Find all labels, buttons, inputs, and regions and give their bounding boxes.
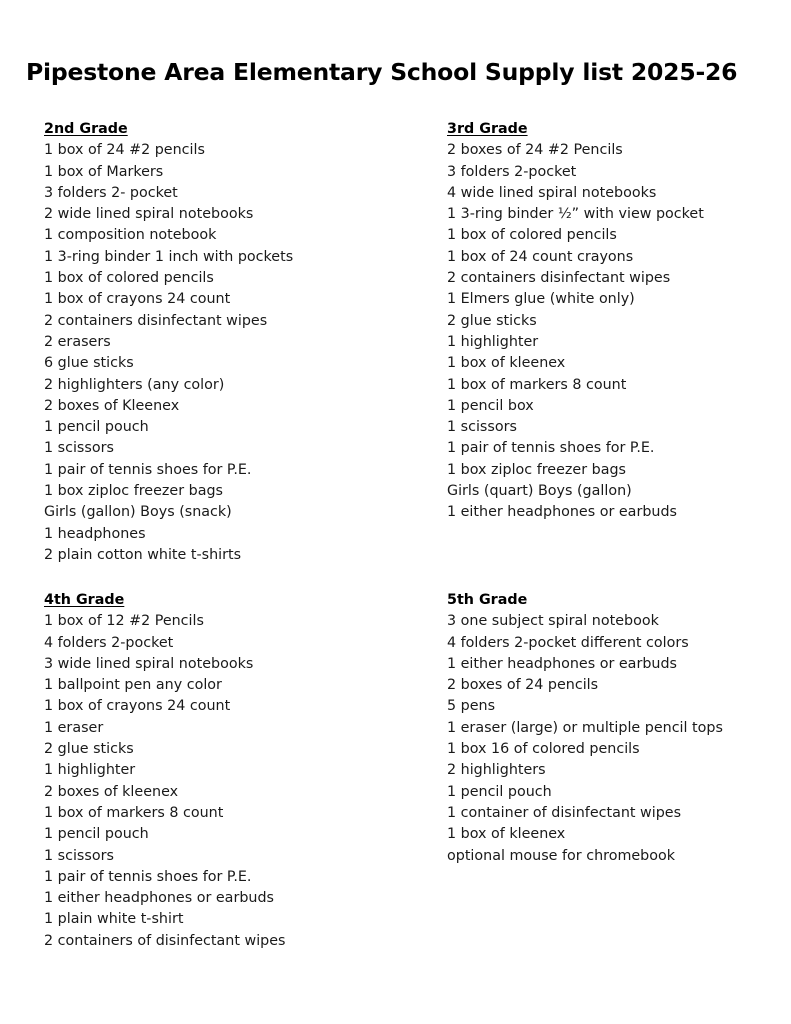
list-item: 1 box of crayons 24 count	[44, 291, 231, 308]
list-item: 2 glue sticks	[447, 312, 537, 329]
list-item: 1 scissors	[44, 440, 114, 457]
list-item: 1 pair of tennis shoes for P.E.	[44, 461, 252, 478]
list-item: 1 box of 12 #2 Pencils	[44, 613, 204, 630]
list-item: Girls (gallon) Boys (snack)	[44, 504, 232, 521]
list-item: 1 pencil pouch	[44, 826, 149, 843]
list-item: 1 box of kleenex	[447, 826, 566, 843]
list-item: 1 pencil pouch	[447, 783, 552, 800]
list-item: 2 containers of disinfectant wipes	[44, 932, 286, 949]
list-item: 1 highlighter	[44, 762, 136, 779]
list-item: 4 folders 2-pocket	[44, 634, 174, 651]
list-item: 1 pencil box	[447, 397, 534, 414]
list-item: 2 plain cotton white t-shirts	[44, 546, 242, 563]
list-item: 1 box of 24 #2 pencils	[44, 142, 205, 159]
supply-list	[44, 611, 404, 952]
list-item: 1 eraser	[44, 719, 104, 736]
list-item: 2 boxes of Kleenex	[44, 397, 180, 414]
list-item: 1 scissors	[447, 419, 517, 436]
list-item: optional mouse for chromebook	[447, 847, 676, 864]
list-item: 1 eraser (large) or multiple pencil tops	[447, 719, 723, 736]
list-item: 2 containers disinfectant wipes	[44, 312, 268, 329]
list-item: 1 highlighter	[447, 333, 539, 350]
list-item: 3 folders 2-pocket	[447, 163, 577, 180]
section-heading: 3rd Grade	[447, 121, 528, 137]
section-heading: 5th Grade	[447, 592, 528, 608]
supply-list	[44, 140, 404, 566]
list-item: 4 wide lined spiral notebooks	[447, 184, 657, 201]
list-item: 1 composition notebook	[44, 227, 217, 244]
list-item: 1 box of colored pencils	[447, 227, 617, 244]
page-title: Pipestone Area Elementary School Supply list 2025-26	[26, 58, 738, 86]
list-item: 3 wide lined spiral notebooks	[44, 655, 254, 672]
list-item: 2 wide lined spiral notebooks	[44, 206, 254, 223]
list-item: 1 box of markers 8 count	[447, 376, 627, 393]
list-item: 3 folders 2- pocket	[44, 184, 178, 201]
list-item: 1 box of colored pencils	[44, 270, 214, 287]
list-item: 2 highlighters	[447, 762, 546, 779]
list-item: 1 box ziploc freezer bags	[44, 483, 223, 500]
list-item: 1 box ziploc freezer bags	[447, 461, 626, 478]
list-item: 1 3-ring binder 1 inch with pockets	[44, 248, 294, 265]
list-item: 1 3-ring binder ½” with view pocket	[447, 206, 704, 223]
list-item: 1 either headphones or earbuds	[447, 655, 677, 672]
list-item: 1 ballpoint pen any color	[44, 677, 222, 694]
section-2nd-grade	[44, 119, 404, 566]
section-4th-grade	[44, 590, 404, 952]
supply-list	[447, 140, 791, 523]
list-item: 2 highlighters (any color)	[44, 376, 225, 393]
list-item: 1 pair of tennis shoes for P.E.	[447, 440, 655, 457]
list-item: 1 box 16 of colored pencils	[447, 741, 640, 758]
list-item: 2 boxes of 24 pencils	[447, 677, 599, 694]
list-item: 6 glue sticks	[44, 355, 134, 372]
list-item: 1 plain white t-shirt	[44, 911, 184, 928]
section-heading: 4th Grade	[44, 592, 125, 608]
list-item: 1 Elmers glue (white only)	[447, 291, 635, 308]
list-item: 1 either headphones or earbuds	[44, 890, 274, 907]
section-3rd-grade	[447, 119, 791, 524]
list-item: 3 one subject spiral notebook	[447, 613, 659, 630]
section-heading: 2nd Grade	[44, 121, 128, 137]
section-5th-grade	[447, 590, 791, 867]
list-item: 1 box of Markers	[44, 163, 164, 180]
list-item: 1 pair of tennis shoes for P.E.	[44, 868, 252, 885]
list-item: 1 box of kleenex	[447, 355, 566, 372]
list-item: 1 box of 24 count crayons	[447, 248, 634, 265]
list-item: 2 boxes of kleenex	[44, 783, 179, 800]
list-item: 1 either headphones or earbuds	[447, 504, 677, 521]
list-item: 2 glue sticks	[44, 741, 134, 758]
list-item: 4 folders 2-pocket different colors	[447, 634, 689, 651]
list-item: 1 headphones	[44, 525, 146, 542]
list-item: 2 containers disinfectant wipes	[447, 270, 671, 287]
list-item: 1 box of crayons 24 count	[44, 698, 231, 715]
list-item: 5 pens	[447, 698, 496, 715]
list-item: 2 boxes of 24 #2 Pencils	[447, 142, 623, 159]
list-item: Girls (quart) Boys (gallon)	[447, 483, 632, 500]
list-item: 1 scissors	[44, 847, 114, 864]
list-item: 1 box of markers 8 count	[44, 804, 224, 821]
list-item: 1 container of disinfectant wipes	[447, 804, 682, 821]
list-item: 1 pencil pouch	[44, 419, 149, 436]
supply-list	[447, 611, 791, 867]
list-item: 2 erasers	[44, 333, 111, 350]
